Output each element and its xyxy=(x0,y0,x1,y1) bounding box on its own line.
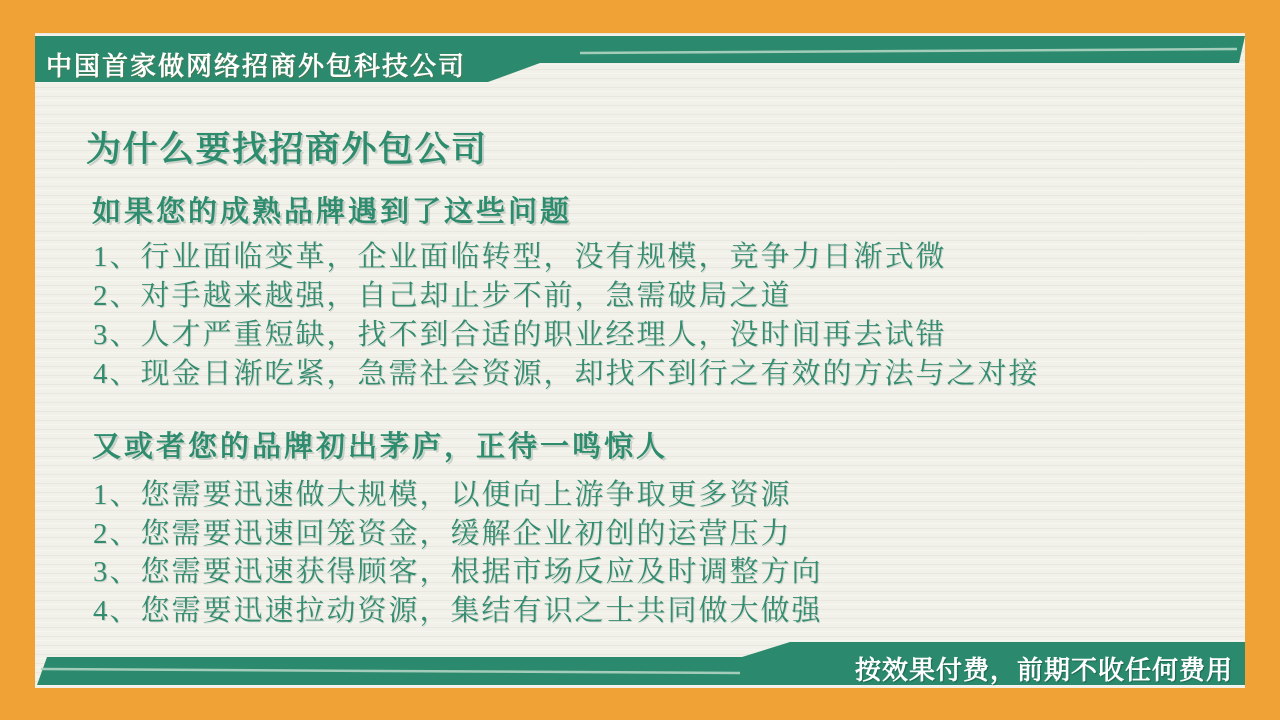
list-item: 3、人才严重短缺，找不到合适的职业经理人，没时间再去试错 xyxy=(93,319,947,351)
list-item: 4、您需要迅速拉动资源，集结有识之士共同做大做强 xyxy=(93,594,823,627)
list-item: 2、您需要迅速回笼资金，缓解企业初创的运营压力 xyxy=(93,517,792,550)
list-item: 4、现金日渐吃紧，急需社会资源，却找不到行之有效的方法与之对接 xyxy=(93,358,1040,390)
list-item: 1、行业面临变革，企业面临转型，没有规模，竞争力日渐式微 xyxy=(93,241,947,273)
footer-slogan: 按效果付费，前期不收任何费用 xyxy=(854,655,1233,685)
slide-title: 为什么要找招商外包公司 xyxy=(86,130,488,169)
section2-heading: 又或者您的品牌初出茅庐，正待一鸣惊人 xyxy=(92,431,669,463)
mature-brand-problem-list xyxy=(93,238,1040,394)
list-item: 3、您需要迅速获得顾客，根据市场反应及时调整方向 xyxy=(93,556,823,588)
section1-heading: 如果您的成熟品牌遇到了这些问题 xyxy=(92,196,573,228)
list-item: 1、您需要迅速做大规模，以便向上游争取更多资源 xyxy=(93,479,792,511)
new-brand-needs-list xyxy=(93,476,823,630)
list-item: 2、对手越来越强，自己却止步不前，急需破局之道 xyxy=(93,280,792,312)
company-tagline: 中国首家做网络招商外包科技公司 xyxy=(46,51,467,81)
